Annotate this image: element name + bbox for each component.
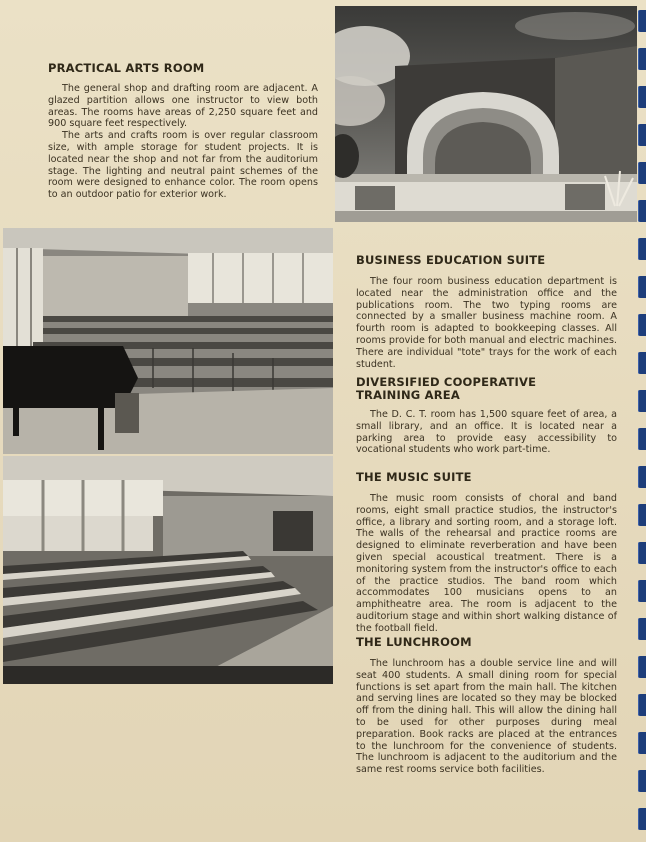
dct-heading-line-2: TRAINING AREA [356, 388, 460, 402]
lunchroom-section [356, 636, 617, 776]
practical-arts-heading: PRACTICAL ARTS ROOM [48, 61, 205, 75]
lunchroom-paragraph: The lunchroom has a double service line and will seat 400 students. A small dining room for special functions is set apart from the main hall. The kitchen and serving lines are located so they may be blocked off from the dining hall. This will allow the dining hall to be used for other purposes during meal preparation. Book racks are placed at the entrances to the lunchroom for the convenience of students. The lunchroom is adjacent to the auditorium and the same rest rooms service both facilities. [356, 658, 617, 776]
band-room-photo [3, 228, 333, 454]
practical-arts-paragraph-2: The arts and crafts room is over regular classroom size, with ample storage for student projects. It is located near the shop and not far from the auditorium stage. The lighting and neutral paint schemes of the room were designed to enhance color. The room opens to an outdoor patio for exterior work. [48, 130, 318, 201]
business-education-paragraph: The four room business education department is located near the administration office and the publications room. The two typing rooms are connected by a smaller business machine room. A fourth room is adapted to bookkeeping classes. All rooms provide for both manual and electric machines. There are individual "tote" trays for the work of each student. [356, 276, 617, 370]
music-suite-section [356, 471, 617, 635]
dct-paragraph: The D. C. T. room has 1,500 square feet of area, a small library, and an office. It is located near a parking area to provide easy accessibility to vocational students who work part-time. [356, 409, 617, 456]
music-suite-heading: THE MUSIC SUITE [356, 470, 472, 484]
dct-heading-line-1: DIVERSIFIED COOPERATIVE [356, 375, 537, 389]
music-suite-paragraph: The music room consists of choral and band rooms, eight small practice studios, the instructor's office, a library and sorting room, and a storage loft. The walls of the rehearsal and practice rooms are designed to eliminate reverberation and have been given special acoustical treatment. There is a monitoring system from the instructor's office to each of the practice studios. The band room which accommodates 100 musicians opens to an amphitheatre area. The room is adjacent to the auditorium stage and within short walking distance of the football field. [356, 493, 617, 634]
practical-arts-section [48, 62, 318, 201]
business-education-heading: BUSINESS EDUCATION SUITE [356, 253, 546, 267]
lunchroom-heading: THE LUNCHROOM [356, 635, 472, 649]
practical-arts-paragraph-1: The general shop and drafting room are adjacent. A glazed partition allows one instructor to view both areas. The rooms have areas of 2,250 square feet and 900 square feet respectively. [48, 83, 318, 130]
amphitheatre-photo [335, 6, 637, 222]
business-education-section [356, 254, 617, 370]
lunchroom-photo [3, 456, 333, 684]
dct-section [356, 376, 617, 456]
spiral-binding [634, 10, 646, 830]
